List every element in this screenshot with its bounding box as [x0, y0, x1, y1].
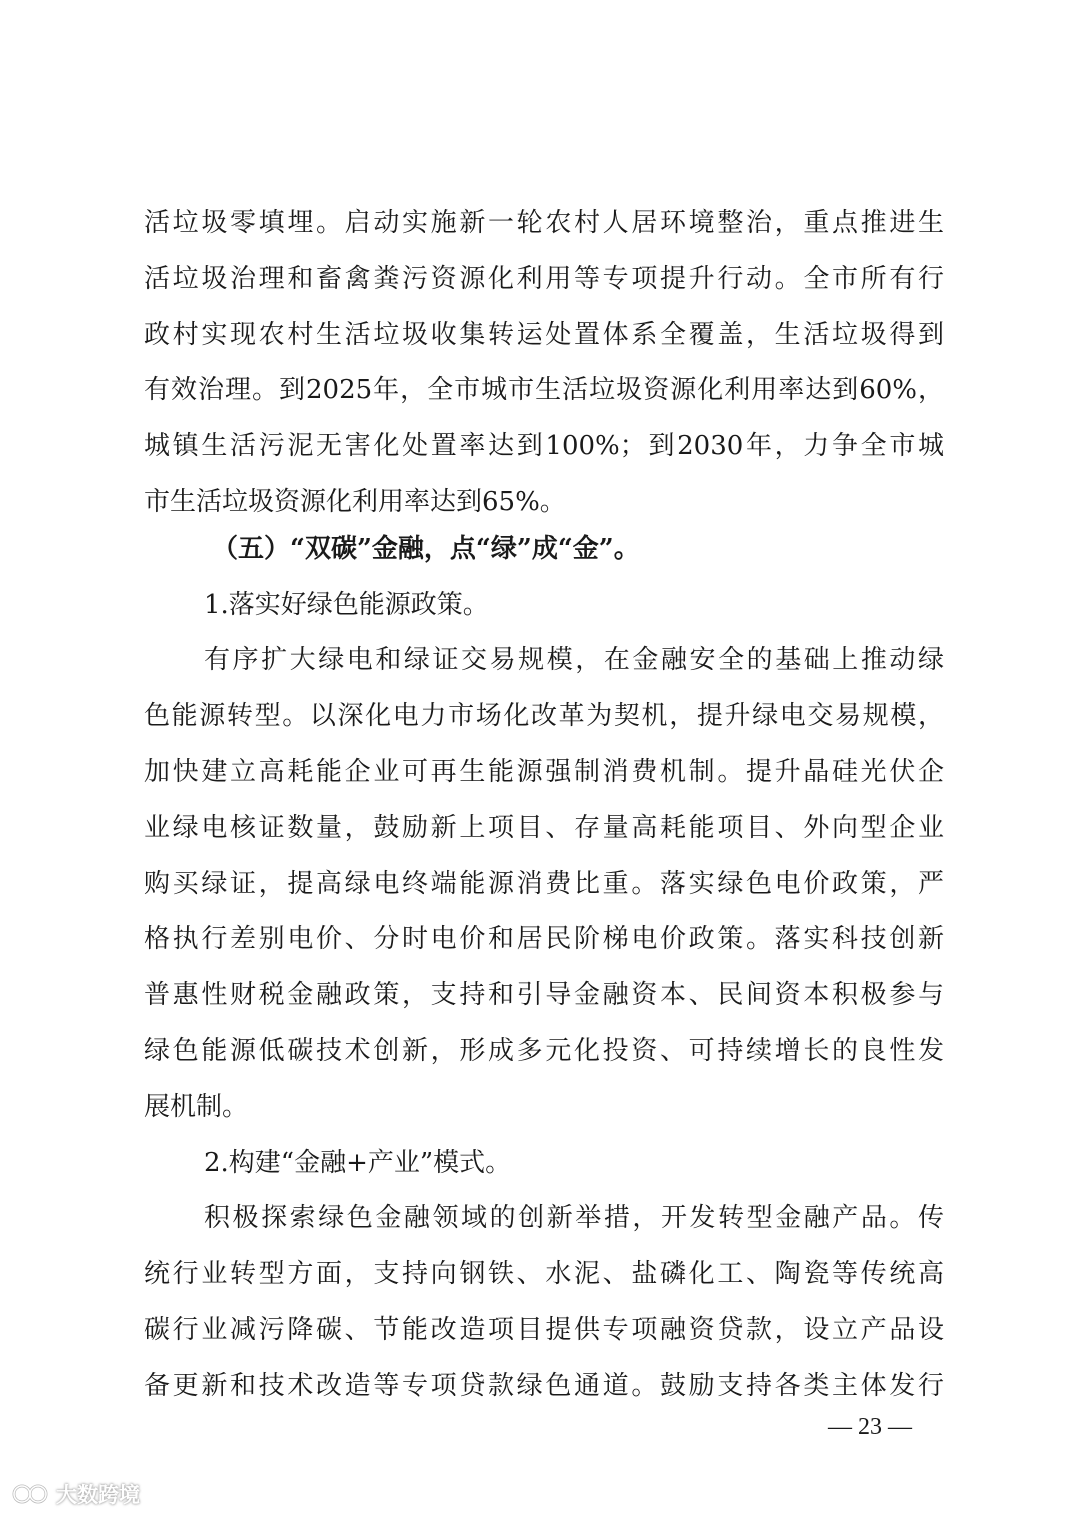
- body-text-line: 备更新和技术改造等专项贷款绿色通道。鼓励支持各类主体发行: [144, 1371, 944, 1401]
- body-text-line: 市生活垃圾资源化利用率达到65%。: [144, 487, 566, 517]
- body-text-line: 活垃圾零填埋。启动实施新一轮农村人居环境整治，重点推进生: [144, 208, 944, 238]
- body-text-line: 色能源转型。以深化电力市场化改革为契机，提升绿电交易规模，: [144, 701, 944, 731]
- body-text-line: 业绿电核证数量，鼓励新上项目、存量高耗能项目、外向型企业: [144, 813, 944, 843]
- body-text-line: 活垃圾治理和畜禽粪污资源化利用等专项提升行动。全市所有行: [144, 264, 944, 294]
- body-text-line: 购买绿证，提高绿电终端能源消费比重。落实绿色电价政策，严: [144, 869, 944, 899]
- watermark-logo-icon: [12, 1479, 50, 1509]
- body-text-line: 展机制。: [144, 1092, 249, 1122]
- subsection-heading: 1.落实好绿色能源政策。: [204, 590, 489, 620]
- watermark-text: 大数跨境: [56, 1483, 140, 1507]
- body-text-line: 统行业转型方面，支持向钢铁、水泥、盐磷化工、陶瓷等传统高: [144, 1259, 944, 1289]
- body-text-line: 格执行差别电价、分时电价和居民阶梯电价政策。落实科技创新: [144, 924, 944, 954]
- body-text-line: 政村实现农村生活垃圾收集转运处置体系全覆盖，生活垃圾得到: [144, 320, 944, 350]
- body-text-line: 普惠性财税金融政策，支持和引导金融资本、民间资本积极参与: [144, 980, 944, 1010]
- page-number: — 23 —: [828, 1414, 912, 1440]
- body-text-line: 有效治理。到2025年，全市城市生活垃圾资源化利用率达到60%，: [144, 375, 944, 405]
- body-text-line: 加快建立高耗能企业可再生能源强制消费机制。提升晶硅光伏企: [144, 757, 944, 787]
- body-text-line: 有序扩大绿电和绿证交易规模，在金融安全的基础上推动绿: [204, 645, 944, 675]
- body-text-line: 积极探索绿色金融领域的创新举措，开发转型金融产品。传: [204, 1203, 944, 1233]
- subsection-heading: 2.构建“金融+产业”模式。: [204, 1148, 512, 1178]
- section-heading: （五）“双碳”金融，点“绿”成“金”。: [212, 534, 640, 564]
- body-text-line: 城镇生活污泥无害化处置率达到100%；到2030年，力争全市城: [144, 431, 944, 461]
- watermark: [12, 1474, 140, 1514]
- body-text-line: 碳行业减污降碳、节能改造项目提供专项融资贷款，设立产品设: [144, 1315, 944, 1345]
- body-text-line: 绿色能源低碳技术创新，形成多元化投资、可持续增长的良性发: [144, 1036, 944, 1066]
